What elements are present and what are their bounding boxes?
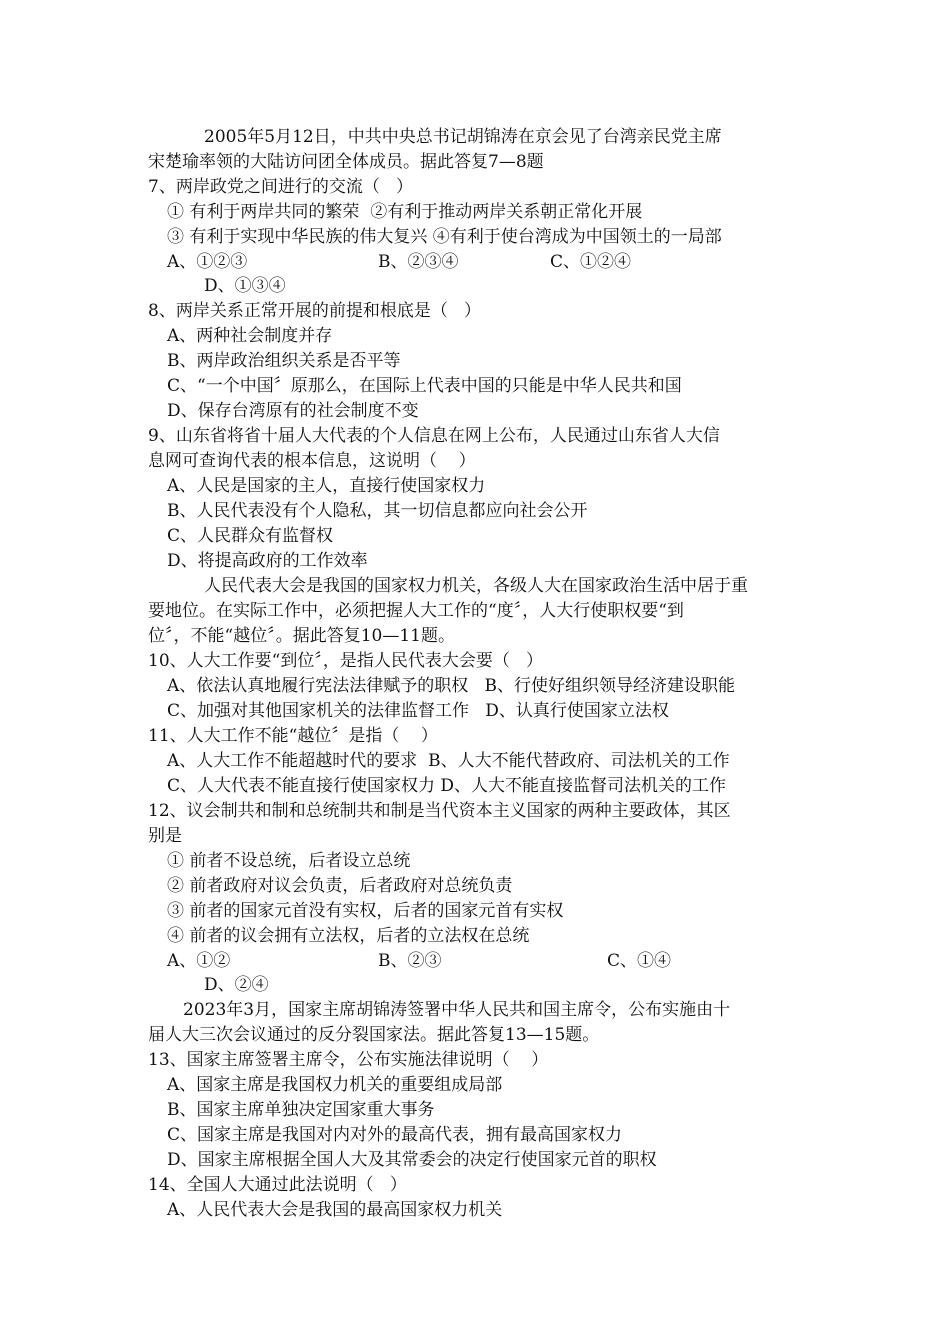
question-9-stem-line-1: 9、山东省将省十届人大代表的个人信息在网上公布，人民通过山东省人大信 [148,426,720,446]
intro-2-line-1: 人民代表大会是我国的国家权力机关，各级人大在国家政治生活中居于重 [204,576,748,596]
question-12-item-2: ② 前者政府对议会负责，后者政府对总统负责 [167,876,513,896]
question-7-item-1: ① 有利于两岸共同的繁荣 ②有利于推动两岸关系朝正常化开展 [167,202,643,222]
question-7-choice-a: A、①②③ [167,252,248,272]
question-9-option-c: C、人民群众有监督权 [167,526,334,546]
question-12-choice-a: A、①② [167,951,231,971]
question-13-stem: 13、国家主席签署主席令，公布实施法律说明（ ） [148,1050,549,1070]
question-8-option-c: C、“一个中国〞原那么，在国际上代表中国的只能是中华人民共和国 [167,376,682,396]
question-12-item-3: ③ 前者的国家元首没有实权，后者的国家元首有实权 [167,901,564,921]
question-9-option-a: A、人民是国家的主人，直接行使国家权力 [167,476,486,496]
intro-1-line-1: 2005年5月12日，中共中央总书记胡锦涛在京会见了台湾亲民党主席 [204,127,722,147]
question-8-option-d: D、保存台湾原有的社会制度不变 [167,401,419,421]
question-14-stem: 14、全国人大通过此法说明（ ） [148,1175,407,1195]
intro-2-line-2: 要地位。在实际工作中，必须把握人大工作的“度〞，人大行使职权要“到 [148,601,684,621]
question-12-stem-line-2: 别是 [148,826,182,846]
question-12-item-1: ① 前者不设总统，后者设立总统 [167,851,411,871]
question-12-choice-c: C、①④ [607,951,672,971]
question-13-option-b: B、国家主席单独决定国家重大事务 [167,1100,435,1120]
question-10-stem: 10、人大工作要“到位〞，是指人民代表大会要（ ） [148,651,544,671]
question-10-options-ab: A、依法认真地履行宪法法律赋予的职权 B、行使好组织领导经济建设职能 [167,676,735,696]
question-8-option-b: B、两岸政治组织关系是否平等 [167,351,401,371]
question-7-choice-c: C、①②④ [550,252,632,272]
question-12-stem-line-1: 12、议会制共和制和总统制共和制是当代资本主义国家的两种主要政体，其区 [148,801,731,821]
question-7-choice-d: D、①③④ [204,276,286,296]
question-11-options-cd: C、人大代表不能直接行使国家权力 D、人大不能直接监督司法机关的工作 [167,776,727,796]
question-7-item-2: ③ 有利于实现中华民族的伟大复兴 ④有利于使台湾成为中国领土的一局部 [167,227,722,247]
question-11-stem: 11、人大工作不能“越位〞是指（ ） [148,726,438,746]
intro-1-line-2: 宋楚瑜率领的大陆访问团全体成员。据此答复7—8题 [148,152,544,172]
question-13-option-c: C、国家主席是我国对内对外的最高代表，拥有最高国家权力 [167,1125,623,1145]
question-14-option-a: A、人民代表大会是我国的最高国家权力机关 [167,1200,503,1220]
question-12-choice-b: B、②③ [378,951,442,971]
question-9-stem-line-2: 息网可查询代表的根本信息，这说明（ ） [148,451,476,471]
question-12-item-4: ④ 前者的议会拥有立法权，后者的立法权在总统 [167,926,530,946]
question-7-choice-b: B、②③④ [378,252,459,272]
intro-2-line-3: 位〞，不能“越位〞。据此答复10—11题。 [148,626,455,646]
question-13-option-d: D、国家主席根据全国人大及其常委会的决定行使国家元首的职权 [167,1150,657,1170]
question-11-options-ab: A、人大工作不能超越时代的要求 B、人大不能代替政府、司法机关的工作 [167,751,730,771]
question-7-stem: 7、两岸政党之间进行的交流（ ） [148,177,414,197]
question-8-option-a: A、两种社会制度并存 [167,326,333,346]
question-9-option-b: B、人民代表没有个人隐私，其一切信息都应向社会公开 [167,501,588,521]
intro-3-line-2: 届人大三次会议通过的反分裂国家法。据此答复13—15题。 [148,1025,600,1045]
question-12-choice-d: D、②④ [204,975,269,995]
question-13-option-a: A、国家主席是我国权力机关的重要组成局部 [167,1075,503,1095]
question-8-stem: 8、两岸关系正常开展的前提和根底是（ ） [148,301,482,321]
question-10-options-cd: C、加强对其他国家机关的法律监督工作 D、认真行使国家立法权 [167,701,669,721]
intro-3-line-1: 2023年3月，国家主席胡锦涛签署中华人民共和国主席令，公布实施由十 [183,1000,731,1020]
question-9-option-d: D、将提高政府的工作效率 [167,551,368,571]
